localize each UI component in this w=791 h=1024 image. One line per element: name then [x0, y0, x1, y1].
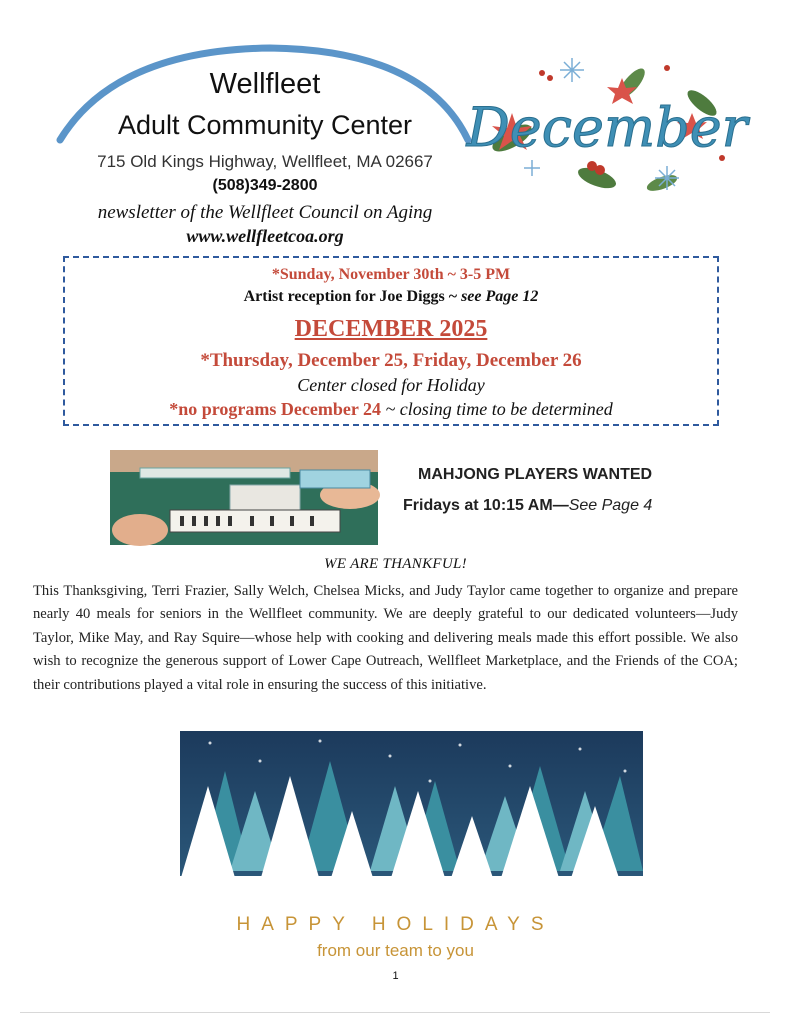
org-name-line1: Wellfleet	[209, 68, 321, 100]
bottom-divider	[20, 1012, 770, 1013]
holiday-greeting: HAPPY HOLIDAYS	[236, 914, 555, 935]
address: 715 Old Kings Highway, Wellfleet, MA 02667	[97, 152, 433, 171]
thankful-body: This Thanksgiving, Terri Frazier, Sally Welch, Chelsea Micks, and Judy Taylor came together to organize and prepare nearly 40 meals for seniors in the Wellfleet community. We are deeply grateful to our dedicated volunteers—Judy Taylor, Mike May, and Ray Squire—whose help with cooking and delivering meals made this effort possible. We also wish to recognize the generous support of Lower Cape Outreach, Wellfleet Marketplace, and the Friends of the COA; their contributions played a vital role in ensuring the success of this initiative.	[33, 583, 738, 693]
thankful-heading: WE ARE THANKFUL!	[324, 556, 467, 572]
mahjong-page-ref: See Page 4	[568, 497, 653, 514]
holiday-trees-image	[180, 731, 643, 891]
no-programs-line	[65, 399, 717, 420]
notice-box	[63, 256, 719, 426]
mahjong-photo	[110, 450, 378, 545]
mahjong-time	[403, 497, 652, 515]
december-art	[466, 48, 748, 208]
org-name-line2: Adult Community Center	[117, 110, 413, 140]
closure-note: Center closed for Holiday	[297, 375, 485, 395]
artist-page-ref: see Page 12	[461, 288, 539, 305]
mahjong-time-text: Fridays at 10:15 AM—	[403, 497, 569, 514]
no-programs-note: ~ closing time to be determined	[381, 399, 613, 419]
artist-reception-text: Artist reception for Joe Diggs ~	[243, 288, 462, 305]
newsletter-subtitle: newsletter of the Wellfleet Council on Aging	[97, 202, 433, 223]
no-programs-date: *no programs December 24	[169, 399, 382, 419]
website-link[interactable]: www.wellfleetcoa.org	[186, 226, 344, 246]
phone-number: (508)349-2800	[212, 177, 318, 194]
december-art-text: December	[466, 96, 748, 159]
page-number: 1	[392, 970, 399, 982]
holiday-from: from our team to you	[317, 941, 474, 960]
mahjong-title: MAHJONG PLAYERS WANTED	[418, 466, 653, 483]
closure-dates: *Thursday, December 25, Friday, December 26	[200, 350, 582, 371]
artist-reception-date: *Sunday, November 30th ~ 3-5 PM	[271, 266, 511, 283]
artist-reception-line	[65, 288, 717, 306]
month-heading: DECEMBER 2025	[294, 316, 488, 342]
